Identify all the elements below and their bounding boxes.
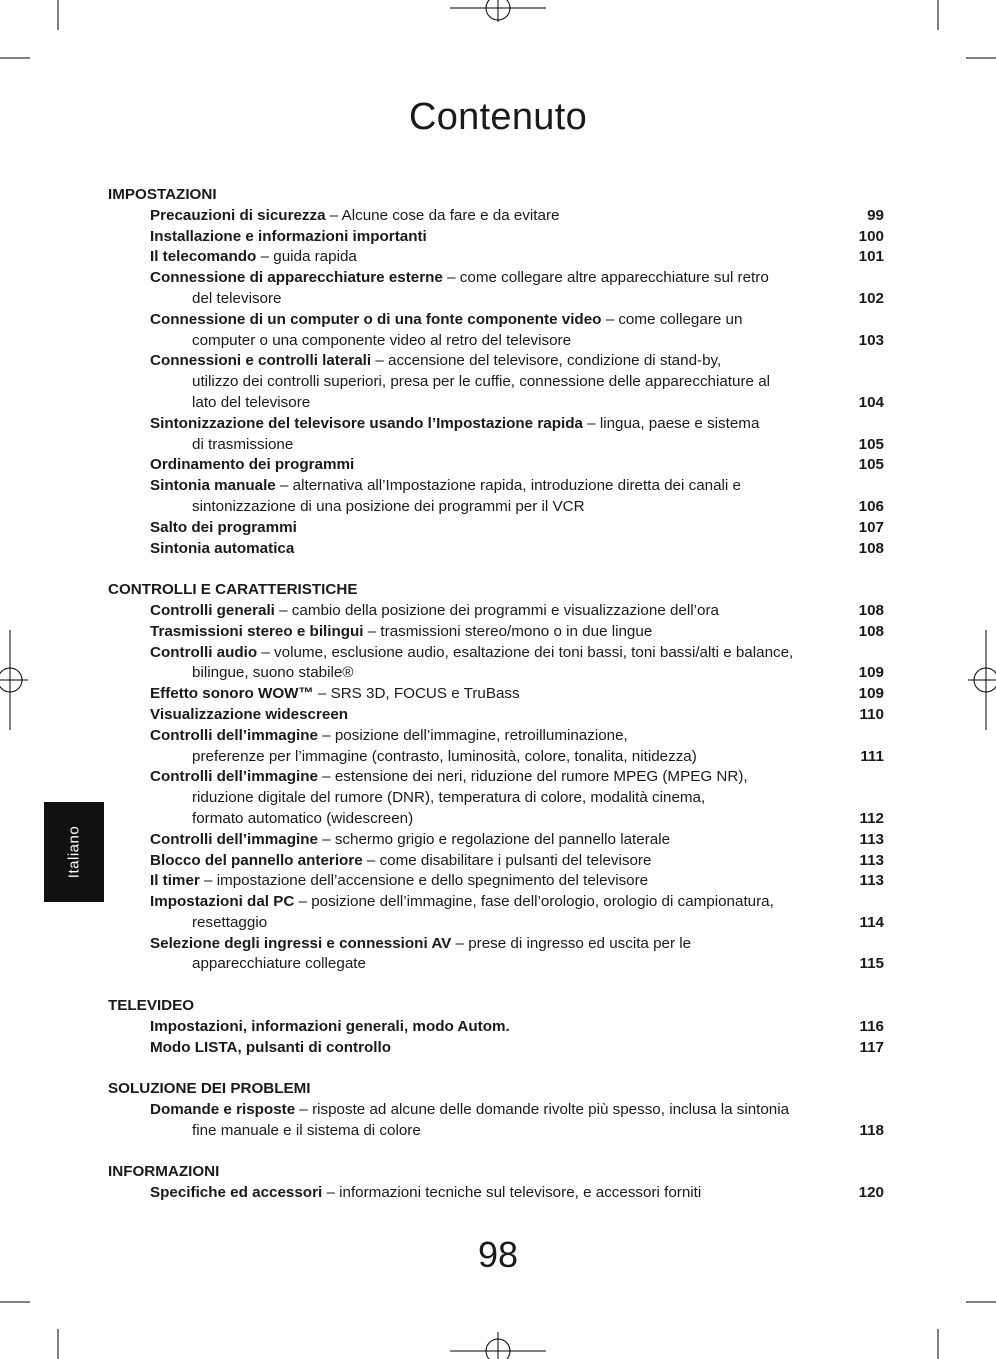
entry-title: Connessione di apparecchiature esterne (150, 269, 443, 287)
entry-title: Impostazioni, informazioni generali, modo Autom. (150, 1017, 510, 1035)
entry-description: – posizione dell’immagine, fase dell’orologio, orologio di campionatura, (298, 893, 774, 911)
entry-page-number: 108 (858, 601, 884, 619)
toc-entry[interactable] (108, 1017, 884, 1038)
entry-page-number: 110 (859, 705, 884, 723)
entry-title: Domande e risposte (150, 1101, 296, 1119)
entry-page-number: 105 (858, 456, 884, 474)
entry-title: Trasmissioni stereo e bilingui (150, 622, 364, 640)
entry-page-number: 108 (858, 622, 884, 640)
entry-continuation: lato del televisore (192, 393, 311, 411)
entry-description: – lingua, paese e sistema (587, 414, 760, 432)
entry-description: – estensione dei neri, riduzione del rumore MPEG (MPEG NR), (322, 768, 748, 786)
toc-entry[interactable] (108, 206, 884, 227)
entry-first-line (150, 892, 828, 913)
entry-page-number: 109 (858, 685, 884, 703)
toc-section (108, 1162, 884, 1204)
toc-entry[interactable] (108, 830, 884, 851)
entry-page-number: 115 (859, 955, 884, 973)
entry-page-number: 113 (859, 830, 884, 848)
entry-first-line (150, 705, 828, 726)
toc-entry[interactable] (108, 851, 884, 872)
toc-entry[interactable] (108, 518, 884, 539)
toc-entry[interactable] (108, 1038, 884, 1059)
toc-entry[interactable] (108, 227, 884, 248)
entry-description: – SRS 3D, FOCUS e TruBass (317, 685, 520, 703)
entry-title: Specifiche ed accessori (150, 1184, 323, 1202)
section-heading: CONTROLLI E CARATTERISTICHE (108, 581, 358, 599)
entry-title: Controlli dell’immagine (150, 830, 318, 848)
toc-entry[interactable] (108, 455, 884, 476)
toc-entry[interactable] (108, 1183, 884, 1204)
entry-page-number: 103 (858, 331, 884, 349)
entry-continuation: di trasmissione (192, 435, 294, 453)
entry-first-line (150, 851, 828, 872)
toc-entry[interactable] (108, 268, 884, 310)
entry-description: – Alcune cose da fare e da evitare (329, 206, 560, 224)
entry-description: – posizione dell’immagine, retroilluminazione, (322, 726, 628, 744)
toc-entry[interactable] (108, 767, 884, 829)
entry-page-number: 120 (858, 1184, 884, 1202)
section-heading: TELEVIDEO (108, 997, 195, 1015)
entry-title: Effetto sonoro WOW™ (150, 685, 314, 703)
entry-page-number: 114 (859, 913, 884, 931)
entry-description: – risposte ad alcune delle domande rivolte più spesso, inclusa la sintonia (299, 1101, 790, 1119)
entry-description: – informazioni tecniche sul televisore, e accessori forniti (326, 1184, 702, 1202)
entry-first-line (150, 539, 828, 560)
entry-page-number: 104 (858, 393, 884, 411)
entry-continuation: apparecchiature collegate (192, 955, 366, 973)
toc-entry[interactable] (108, 539, 884, 560)
entry-continuation: fine manuale e il sistema di colore (192, 1121, 421, 1139)
entry-continuation: bilingue, suono stabile® (192, 664, 354, 682)
entry-title: Controlli audio (150, 643, 258, 661)
entry-first-line (150, 1017, 828, 1038)
toc-entry[interactable] (108, 310, 884, 352)
entry-page-number: 102 (858, 289, 884, 307)
toc-section (108, 185, 884, 559)
entry-continuation: sintonizzazione di una posizione dei programmi per il VCR (192, 497, 585, 515)
toc-entry[interactable] (108, 643, 884, 685)
entry-first-line (150, 1038, 828, 1059)
entry-first-line (150, 726, 828, 747)
toc-section (108, 580, 884, 975)
entry-title: Il timer (150, 872, 200, 890)
entry-title: Controlli dell’immagine (150, 768, 318, 786)
entry-description: – impostazione dell’accensione e dello spegnimento del televisore (204, 872, 649, 890)
entry-first-line (150, 455, 828, 476)
entry-title: Controlli generali (150, 601, 275, 619)
toc-entry[interactable] (108, 726, 884, 768)
entry-description: – guida rapida (260, 248, 357, 266)
toc-entry[interactable] (108, 601, 884, 622)
entry-title: Controlli dell’immagine (150, 726, 318, 744)
toc-entry[interactable] (108, 892, 884, 934)
entry-page-number: 118 (859, 1121, 884, 1139)
page-number: 98 (477, 1234, 519, 1275)
entry-first-line (150, 414, 828, 435)
toc-entry[interactable] (108, 684, 884, 705)
entry-first-line (150, 767, 828, 788)
entry-page-number: 111 (860, 747, 884, 765)
section-heading: INFORMAZIONI (108, 1163, 220, 1181)
entry-description: – come collegare altre apparecchiature sul retro (447, 269, 769, 287)
entry-page-number: 106 (858, 497, 884, 515)
entry-page-number: 112 (859, 809, 884, 827)
entry-first-line (150, 643, 828, 664)
toc-entry[interactable] (108, 351, 884, 413)
toc-section (108, 996, 884, 1058)
entry-title: Sintonizzazione del televisore usando l’Impostazione rapida (150, 414, 583, 432)
toc-entry[interactable] (108, 1100, 884, 1142)
toc-entry[interactable] (108, 476, 884, 518)
entry-title: Installazione e informazioni importanti (150, 227, 427, 245)
entry-continuation: formato automatico (widescreen) (192, 809, 414, 827)
toc-entry[interactable] (108, 247, 884, 268)
entry-description: – come collegare un (605, 310, 743, 328)
entry-title: Blocco del pannello anteriore (150, 851, 363, 869)
entry-description: – prese di ingresso ed uscita per le (455, 934, 692, 952)
page-title: Contenuto (408, 96, 588, 138)
entry-description: – volume, esclusione audio, esaltazione dei toni bassi, toni bassi/alti e balance, (261, 643, 794, 661)
toc-entry[interactable] (108, 622, 884, 643)
entry-first-line (150, 518, 828, 539)
toc-entry[interactable] (108, 871, 884, 892)
language-tab-label: Italiano (65, 825, 83, 879)
section-heading: IMPOSTAZIONI (108, 186, 217, 203)
entry-continuation: resettaggio (192, 913, 268, 931)
entry-description: – come disabilitare i pulsanti del televisore (366, 851, 652, 869)
entry-first-line (150, 247, 828, 268)
table-of-contents (108, 185, 884, 1225)
entry-description: – alternativa all’Impostazione rapida, introduzione diretta dei canali e (279, 477, 741, 495)
entry-first-line (150, 351, 828, 372)
entry-page-number: 108 (858, 539, 884, 557)
entry-continuation: utilizzo dei controlli superiori, presa per le cuffie, connessione delle apparecchiature al (192, 373, 771, 391)
entry-page-number: 100 (858, 227, 884, 245)
entry-first-line (150, 830, 828, 851)
entry-description: – accensione del televisore, condizione di stand-by, (375, 352, 722, 370)
toc-entry[interactable] (108, 934, 884, 976)
entry-first-line (150, 601, 828, 622)
entry-first-line (150, 206, 828, 227)
entry-page-number: 101 (858, 248, 884, 266)
entry-title: Il telecomando (150, 248, 257, 266)
entry-title: Impostazioni dal PC (150, 893, 295, 911)
language-side-tab (44, 802, 104, 902)
entry-first-line (150, 227, 828, 248)
entry-page-number: 113 (859, 872, 884, 890)
entry-title: Sintonia manuale (150, 477, 276, 495)
entry-title: Selezione degli ingressi e connessioni AV (150, 934, 452, 952)
entry-page-number: 109 (858, 664, 884, 682)
entry-continuation: del televisore (192, 289, 282, 307)
entry-page-number: 99 (867, 206, 884, 224)
entry-first-line (150, 1183, 828, 1204)
entry-title: Salto dei programmi (150, 518, 297, 536)
entry-title: Connessione di un computer o di una fonte componente video (150, 310, 602, 328)
section-heading: SOLUZIONE DEI PROBLEMI (108, 1080, 311, 1098)
entry-description: – schermo grigio e regolazione del pannello laterale (322, 830, 671, 848)
entry-title: Visualizzazione widescreen (150, 705, 349, 723)
entry-title: Precauzioni di sicurezza (150, 206, 326, 224)
entry-first-line (150, 871, 828, 892)
toc-section (108, 1079, 884, 1141)
entry-continuation: computer o una componente video al retro del televisore (192, 331, 572, 349)
entry-title: Sintonia automatica (150, 539, 295, 557)
toc-entry[interactable] (108, 705, 884, 726)
entry-first-line (150, 684, 828, 705)
entry-first-line (150, 934, 828, 955)
entry-first-line (150, 622, 828, 643)
entry-description: – cambio della posizione dei programmi e visualizzazione dell’ora (279, 601, 719, 619)
entry-first-line (150, 268, 828, 289)
entry-title: Connessioni e controlli laterali (150, 352, 372, 370)
entry-page-number: 116 (859, 1017, 884, 1035)
entry-continuation: preferenze per l’immagine (contrasto, luminosità, colore, tonalita, nitidezza) (192, 747, 697, 765)
entry-first-line (150, 476, 828, 497)
entry-page-number: 107 (858, 518, 884, 536)
entry-first-line (150, 310, 828, 331)
entry-page-number: 105 (858, 435, 884, 453)
entry-first-line (150, 1100, 828, 1121)
entry-page-number: 117 (859, 1038, 884, 1056)
entry-title: Ordinamento dei programmi (150, 456, 355, 474)
entry-title: Modo LISTA, pulsanti di controllo (150, 1038, 392, 1056)
entry-description: – trasmissioni stereo/mono o in due lingue (367, 622, 653, 640)
entry-page-number: 113 (859, 851, 884, 869)
toc-entry[interactable] (108, 414, 884, 456)
entry-continuation: riduzione digitale del rumore (DNR), temperatura di colore, modalità cinema, (192, 789, 706, 807)
